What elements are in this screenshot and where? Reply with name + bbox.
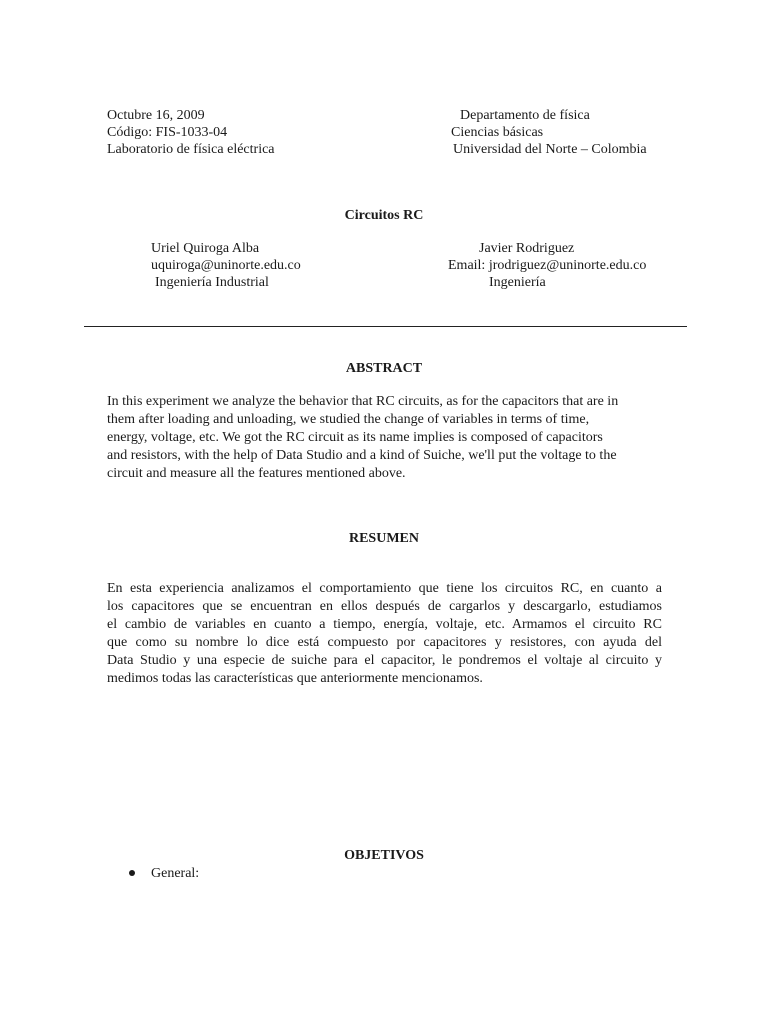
- header-lab: Laboratorio de física eléctrica: [107, 142, 275, 157]
- abstract-line: energy, voltage, etc. We got the RC circuit as its name implies is composed of capacitors: [107, 430, 603, 445]
- header-faculty: Ciencias básicas: [451, 125, 544, 140]
- author-2-email: Email: jrodriguez@uninorte.edu.co: [448, 258, 647, 273]
- resumen-line: En esta experiencia analizamos el comportamiento que tiene los circuitos RC, en cuanto a: [107, 581, 662, 596]
- author-2-program: Ingeniería: [489, 275, 546, 290]
- resumen-body: [107, 580, 662, 688]
- paper-title: Circuitos RC: [344, 208, 424, 223]
- bullet-icon: [129, 870, 135, 876]
- resumen-line: que como su nombre lo dice está compuesto por capacitores y resistores, con ayuda del: [107, 635, 662, 650]
- resumen-line: Data Studio y una especie de suiche para el capacitor, le pondremos el voltaje al circuito y: [107, 653, 662, 668]
- abstract-body: [107, 393, 662, 483]
- abstract-line: circuit and measure all the features mentioned above.: [107, 466, 406, 481]
- abstract-line: and resistors, with the help of Data Studio and a kind of Suiche, we'll put the voltage to the: [107, 448, 617, 463]
- header-code: Código: FIS-1033-04: [107, 125, 228, 140]
- abstract-line: In this experiment we analyze the behavior that RC circuits, as for the capacitors that are in: [107, 394, 619, 409]
- objetivo-item: General:: [151, 866, 200, 881]
- objetivos-heading: OBJETIVOS: [344, 848, 424, 863]
- author-1-program: Ingeniería Industrial: [155, 275, 269, 290]
- abstract-line: them after loading and unloading, we studied the change of variables in terms of time,: [107, 412, 590, 427]
- header-department: Departamento de física: [460, 108, 590, 123]
- abstract-heading: ABSTRACT: [345, 361, 423, 376]
- author-1-name: Uriel Quiroga Alba: [151, 241, 260, 256]
- resumen-heading: RESUMEN: [348, 531, 419, 546]
- section-divider: [84, 326, 687, 327]
- resumen-line: el cambio de variables en cuanto a tiempo, energía, voltaje, etc. Armamos el circuito RC: [107, 617, 662, 632]
- resumen-line: medimos todas las características que anteriormente mencionamos.: [107, 671, 483, 686]
- author-1-email: uquiroga@uninorte.edu.co: [151, 258, 301, 273]
- resumen-line: los capacitores que se encuentran en ellos después de cargarlos y descargarlo, estudiamos: [107, 599, 662, 614]
- header-university: Universidad del Norte – Colombia: [453, 142, 647, 157]
- author-2-name: Javier Rodriguez: [479, 241, 575, 256]
- header-date: Octubre 16, 2009: [107, 108, 205, 123]
